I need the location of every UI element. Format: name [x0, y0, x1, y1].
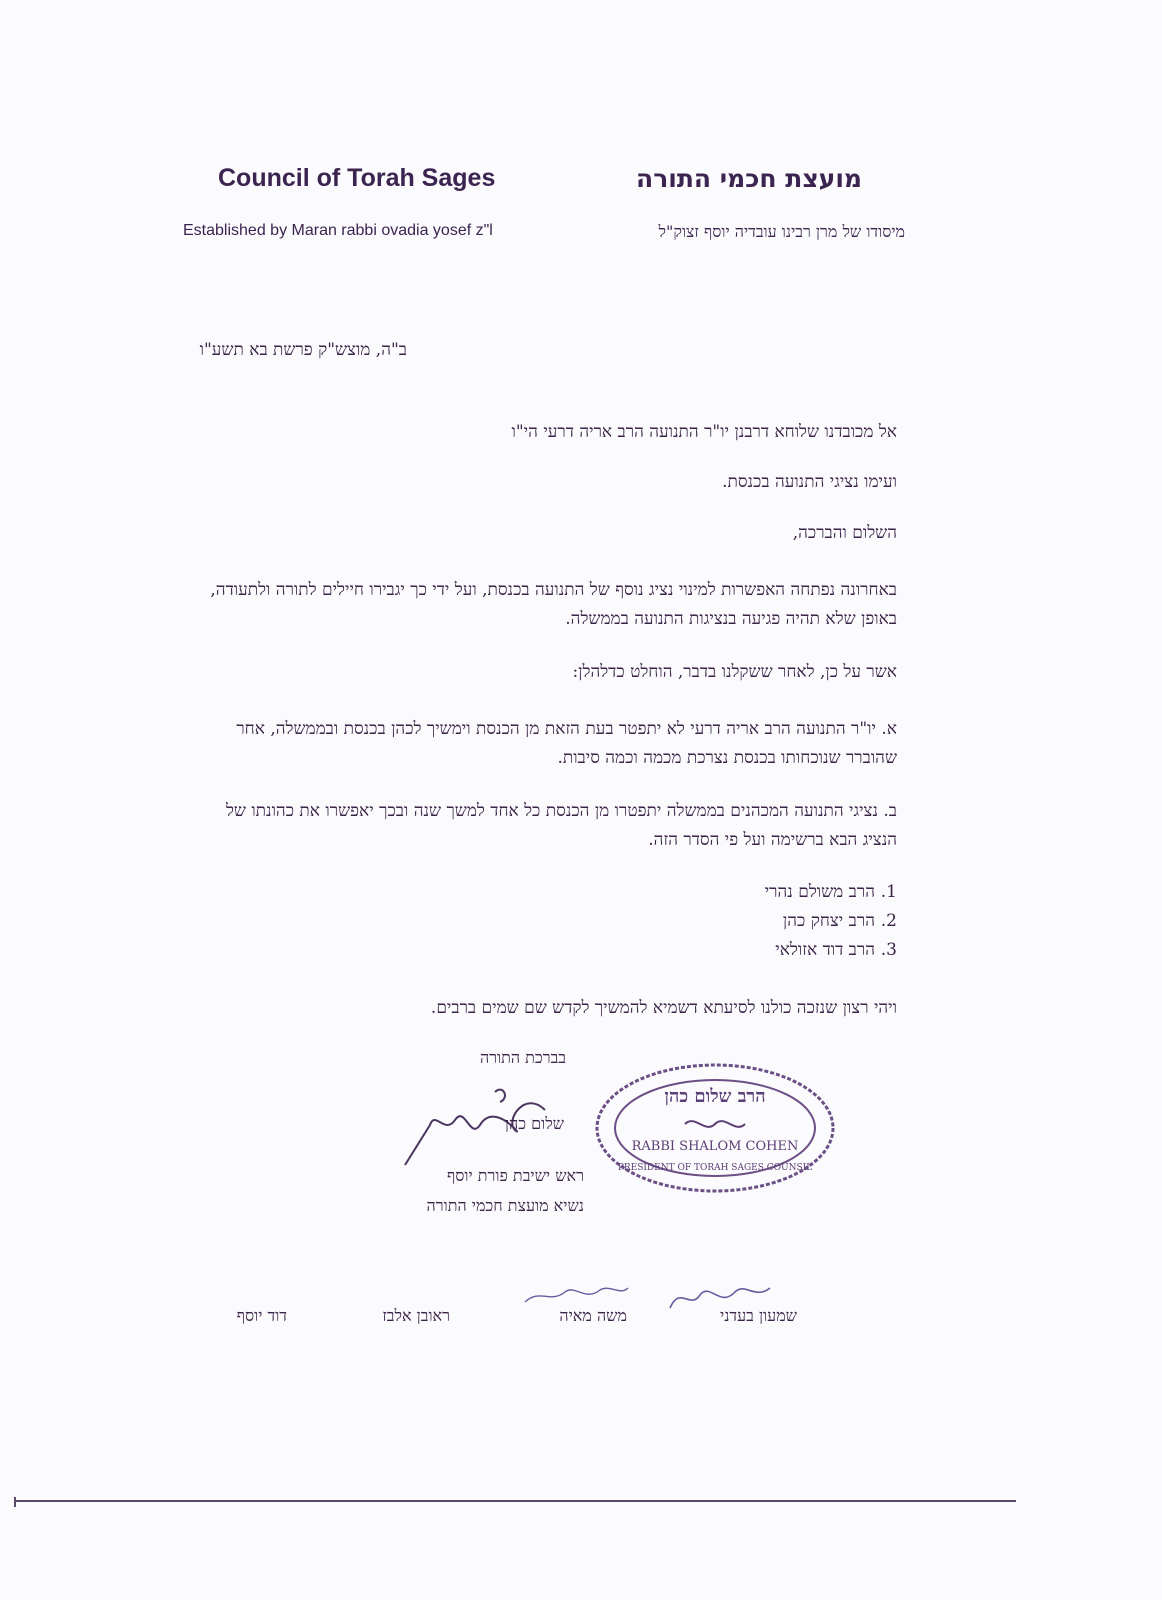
member-name: משה מאיה: [559, 1306, 627, 1325]
closing-line: ויהי רצון שנזכה כולנו לסיעתא דשמיא להמשיך לקדש שם שמים ברבים.: [430, 998, 897, 1018]
signer-role-1: ראש ישיבת פורת יוסף: [446, 1166, 584, 1185]
council-name-english: Council of Torah Sages: [218, 164, 496, 192]
stamp-hebrew-name: הרב שלום כהן: [664, 1086, 766, 1107]
member-name: שמעון בעדני: [720, 1306, 797, 1325]
clause-b: ב. נציגי התנועה המכהנים בממשלה יתפטרו מן הכנסת כל אחד למשך שנה ובכך יאפשרו את כהונתו של הנציג הבא ברשימה ועל פי הסדר הזה.: [225, 801, 897, 850]
stamp-title: PRESIDENT OF TORAH SAGES COUNSIL: [617, 1163, 813, 1173]
greeting: השלום והברכה,: [792, 523, 897, 543]
clause-a: א. יו"ר התנועה הרב אריה דרעי לא יתפטר בעת הזאת מן הכנסת וימשיך לכהן בכנסת ובממשלה, אחר שהוברר שנוכחותו בכנסת נצרכת מכמה וכמה סיבות.: [236, 719, 897, 768]
paragraph-2: אשר על כן, לאחר ששקלנו בדבר, הוחלט כדלהלן:: [572, 662, 897, 682]
founder-line-english: Established by Maran rabbi ovadia yosef z"l: [183, 222, 493, 239]
list-item: 3.הרב דוד אזולאי: [775, 940, 897, 960]
addressee-line-2: ועימו נציגי התנועה בכנסת.: [722, 472, 897, 492]
member-name: ראובן אלבז: [382, 1306, 450, 1325]
member-name: דוד יוסף: [236, 1306, 287, 1325]
addressee-line-1: אל מכובדנו שלוחא דרבנן יו"ר התנועה הרב אריה דרעי הי"ו: [511, 422, 897, 442]
stamp-english-name: RABBI SHALOM COHEN: [631, 1139, 799, 1154]
page-edge-mark: [14, 1497, 16, 1507]
bottom-divider: [16, 1500, 1016, 1502]
council-name-hebrew: מועצת חכמי התורה: [636, 164, 862, 193]
founder-line-hebrew: מיסודו של מרן רבינו עובדיה יוסף זצוק"ל: [658, 222, 905, 241]
list-item: 2.הרב יצחק כהן: [782, 911, 897, 931]
blessing-line: בברכת התורה: [479, 1048, 566, 1067]
representatives-list: [765, 878, 897, 965]
signer-role-2: נשיא מועצת חכמי התורה: [426, 1196, 584, 1215]
date-line: ב"ה, מוצש"ק פרשת בא תשע"ו: [199, 340, 407, 360]
paragraph-1: באחרונה נפתחה האפשרות למינוי נציג נוסף של התנועה בכנסת, ועל ידי כך יגבירו חיילים לתורה ולתעודה, באופן שלא תהיה פגיעה בנציגות התנועה בממשלה.: [210, 580, 897, 629]
list-item: 1.הרב משולם נהרי: [764, 882, 897, 902]
signer-name: שלום כהן: [504, 1114, 564, 1133]
official-stamp: [590, 1058, 840, 1198]
